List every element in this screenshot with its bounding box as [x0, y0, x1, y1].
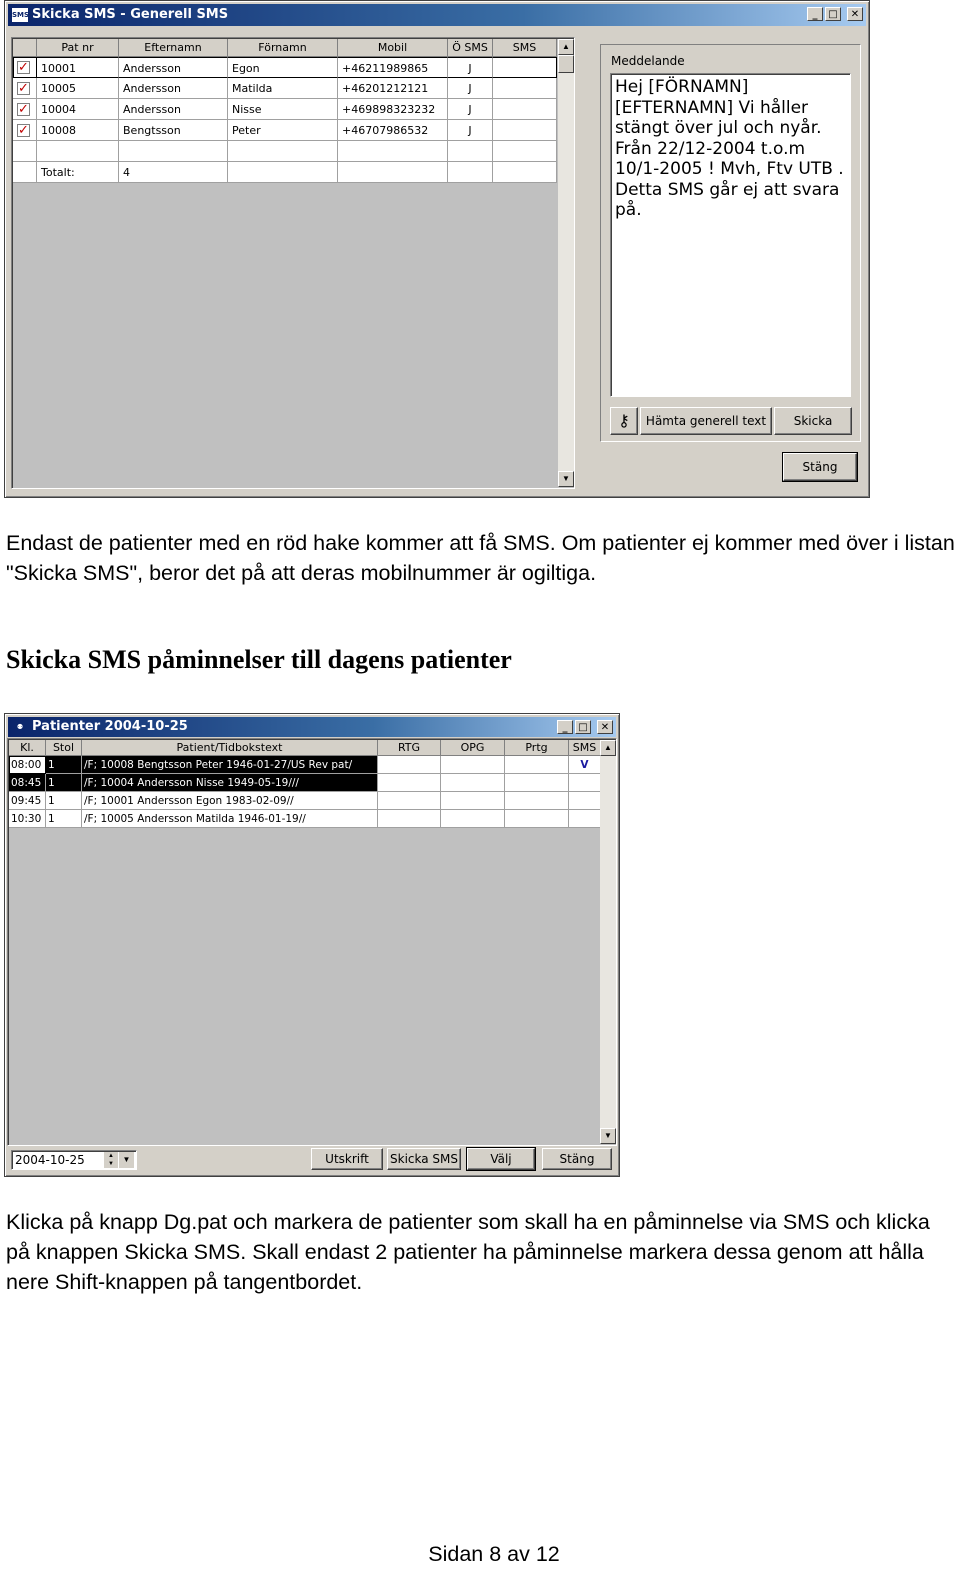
cell-kl: 08:00: [9, 756, 46, 774]
cell-opg: [441, 792, 505, 810]
cell-patient: /F; 10004 Andersson Nisse 1949-05-19///: [82, 774, 378, 792]
cell-kl: 08:45: [9, 774, 46, 792]
patients-window-titlebar[interactable]: [8, 717, 616, 737]
checkmark-icon[interactable]: ✓: [18, 123, 29, 138]
section-heading: Skicka SMS påminnelser till dagens patienter: [6, 645, 512, 674]
cell-sms: [569, 774, 601, 792]
maximize-icon[interactable]: □: [825, 7, 841, 21]
cell-patient: /F; 10001 Andersson Egon 1983-02-09//: [82, 792, 378, 810]
patients-app-icon: ⚉: [16, 723, 24, 731]
message-panel: [600, 44, 861, 442]
col-header-osms[interactable]: Ö SMS: [448, 39, 493, 57]
cell-rtg: [378, 756, 441, 774]
col-header-prtg[interactable]: Prtg: [505, 740, 569, 756]
message-text: Hej [FÖRNAMN] [EFTERNAMN] Vi håller stängt över jul och nyår. Från 22/12-2004 t.o.m 10/1-2005 ! Mvh, Ftv UTB . Detta SMS går ej att svara på.: [615, 77, 844, 220]
scroll-down-icon[interactable]: ▼: [600, 1128, 616, 1144]
message-label: Meddelande: [611, 54, 685, 68]
maximize-icon[interactable]: □: [575, 720, 591, 734]
cell-osms: J: [448, 99, 493, 120]
cell-mobil: +46211989865: [338, 57, 448, 78]
minimize-icon[interactable]: _: [807, 7, 823, 21]
cell-mobil: +46707986532: [338, 120, 448, 141]
cell-patnr: 10005: [37, 78, 119, 99]
cell-osms: J: [448, 57, 493, 78]
cell-efternamn: Andersson: [119, 99, 228, 120]
fetch-text-button[interactable]: Hämta generell text: [640, 407, 772, 435]
patients-window: [4, 713, 620, 1177]
sms-window: [4, 0, 870, 498]
cell-rtg: [378, 792, 441, 810]
checkmark-icon[interactable]: ✓: [18, 102, 29, 117]
recipient-grid: [11, 37, 575, 489]
cell-fornamn: Egon: [228, 57, 338, 78]
cell-stol: 1: [46, 792, 82, 810]
checkmark-icon[interactable]: ✓: [18, 81, 29, 96]
send-sms-button[interactable]: Skicka SMS: [387, 1148, 461, 1170]
cell-opg: [441, 810, 505, 828]
print-button[interactable]: Utskrift: [311, 1148, 383, 1170]
appointments-grid: [7, 738, 617, 1146]
total-value: 4: [119, 162, 228, 183]
spin-icon[interactable]: ▲ ▼: [104, 1152, 118, 1168]
col-header-opg[interactable]: OPG: [441, 740, 505, 756]
cell-prtg: [505, 810, 569, 828]
cell-stol: 1: [46, 756, 82, 774]
cell-efternamn: Bengtsson: [119, 120, 228, 141]
close-icon[interactable]: ✕: [847, 7, 863, 21]
col-header-fornamn[interactable]: Förnamn: [228, 39, 338, 57]
cell-rtg: [378, 774, 441, 792]
col-header-kl[interactable]: Kl.: [9, 740, 46, 756]
select-button[interactable]: Välj: [467, 1148, 535, 1170]
scroll-thumb[interactable]: [558, 55, 574, 73]
col-header-efternamn[interactable]: Efternamn: [119, 39, 228, 57]
cell-prtg: [505, 792, 569, 810]
paragraph-instructions: Klicka på knapp Dg.pat och markera de patienter som skall ha en påminnelse via SMS och klicka på knappen Skicka SMS. Skall endast 2 patienter ha påminnelse markera dessa genom att hålla nere Shift-knappen på tangentbordet.: [6, 1210, 930, 1294]
cell-fornamn: Matilda: [228, 78, 338, 99]
scroll-up-icon[interactable]: ▲: [600, 740, 616, 756]
cell-fornamn: Nisse: [228, 99, 338, 120]
page-footer: Sidan 8 av 12: [428, 1542, 560, 1566]
cell-sms: [493, 78, 557, 99]
cell-patnr: 10008: [37, 120, 119, 141]
grid-scrollbar[interactable]: [600, 740, 616, 1144]
dropdown-icon[interactable]: ▼: [119, 1152, 134, 1168]
col-header-mobil[interactable]: Mobil: [338, 39, 448, 57]
scroll-up-icon[interactable]: ▲: [558, 39, 574, 55]
cell-mobil: +46201212121: [338, 78, 448, 99]
total-label: Totalt:: [37, 162, 119, 183]
col-header-sms[interactable]: SMS: [493, 39, 557, 57]
cell-opg: [441, 774, 505, 792]
cell-sms: [493, 99, 557, 120]
cell-sms: [569, 792, 601, 810]
cell-sms: [569, 810, 601, 828]
cell-opg: [441, 756, 505, 774]
sms-window-title: Skicka SMS - Generell SMS: [32, 7, 229, 22]
checkmark-icon[interactable]: ✓: [18, 60, 29, 75]
col-header-sms[interactable]: SMS: [569, 740, 601, 756]
cell-patient: /F; 10008 Bengtsson Peter 1946-01-27/US Rev pat/: [82, 756, 378, 774]
close-button[interactable]: Stäng: [783, 453, 857, 481]
cell-mobil: +469898323232: [338, 99, 448, 120]
sms-window-titlebar[interactable]: [8, 4, 866, 26]
scroll-down-icon[interactable]: ▼: [558, 471, 574, 487]
cell-patient: /F; 10005 Andersson Matilda 1946-01-19//: [82, 810, 378, 828]
col-header-patnr[interactable]: Pat nr: [37, 39, 119, 57]
cell-kl: 10:30: [9, 810, 46, 828]
col-header-patient[interactable]: Patient/Tidbokstext: [82, 740, 378, 756]
cell-efternamn: Andersson: [119, 78, 228, 99]
col-header-rtg[interactable]: RTG: [378, 740, 441, 756]
key-icon-button[interactable]: ⚷: [610, 407, 638, 435]
date-value: 2004-10-25: [15, 1153, 85, 1167]
cell-sms: [493, 57, 557, 78]
patients-window-title: Patienter 2004-10-25: [32, 719, 188, 734]
cell-patnr: 10001: [37, 57, 119, 78]
date-field[interactable]: [11, 1150, 137, 1170]
cell-sms: [493, 120, 557, 141]
cell-fornamn: Peter: [228, 120, 338, 141]
cell-kl: 09:45: [9, 792, 46, 810]
cell-prtg: [505, 774, 569, 792]
paragraph-sms-info: Endast de patienter med en röd hake kommer att få SMS. Om patienter ej kommer med över i listan "Skicka SMS", beror det på att deras mobilnummer är ogiltiga.: [6, 531, 955, 585]
cell-efternamn: Andersson: [119, 57, 228, 78]
message-textarea[interactable]: [610, 73, 851, 397]
cell-osms: J: [448, 78, 493, 99]
grid-scrollbar[interactable]: [558, 39, 574, 487]
minimize-icon[interactable]: _: [557, 720, 573, 734]
cell-stol: 1: [46, 810, 82, 828]
close-button[interactable]: Stäng: [542, 1148, 612, 1170]
row-header-corner: [13, 39, 37, 57]
col-header-stol[interactable]: Stol: [46, 740, 82, 756]
cell-osms: J: [448, 120, 493, 141]
cell-stol: 1: [46, 774, 82, 792]
cell-prtg: [505, 756, 569, 774]
cell-patnr: 10004: [37, 99, 119, 120]
send-button[interactable]: Skicka: [774, 407, 852, 435]
close-icon[interactable]: ✕: [597, 720, 613, 734]
sms-app-icon: SMS: [12, 8, 28, 22]
cell-sms: V: [569, 756, 601, 774]
cell-rtg: [378, 810, 441, 828]
